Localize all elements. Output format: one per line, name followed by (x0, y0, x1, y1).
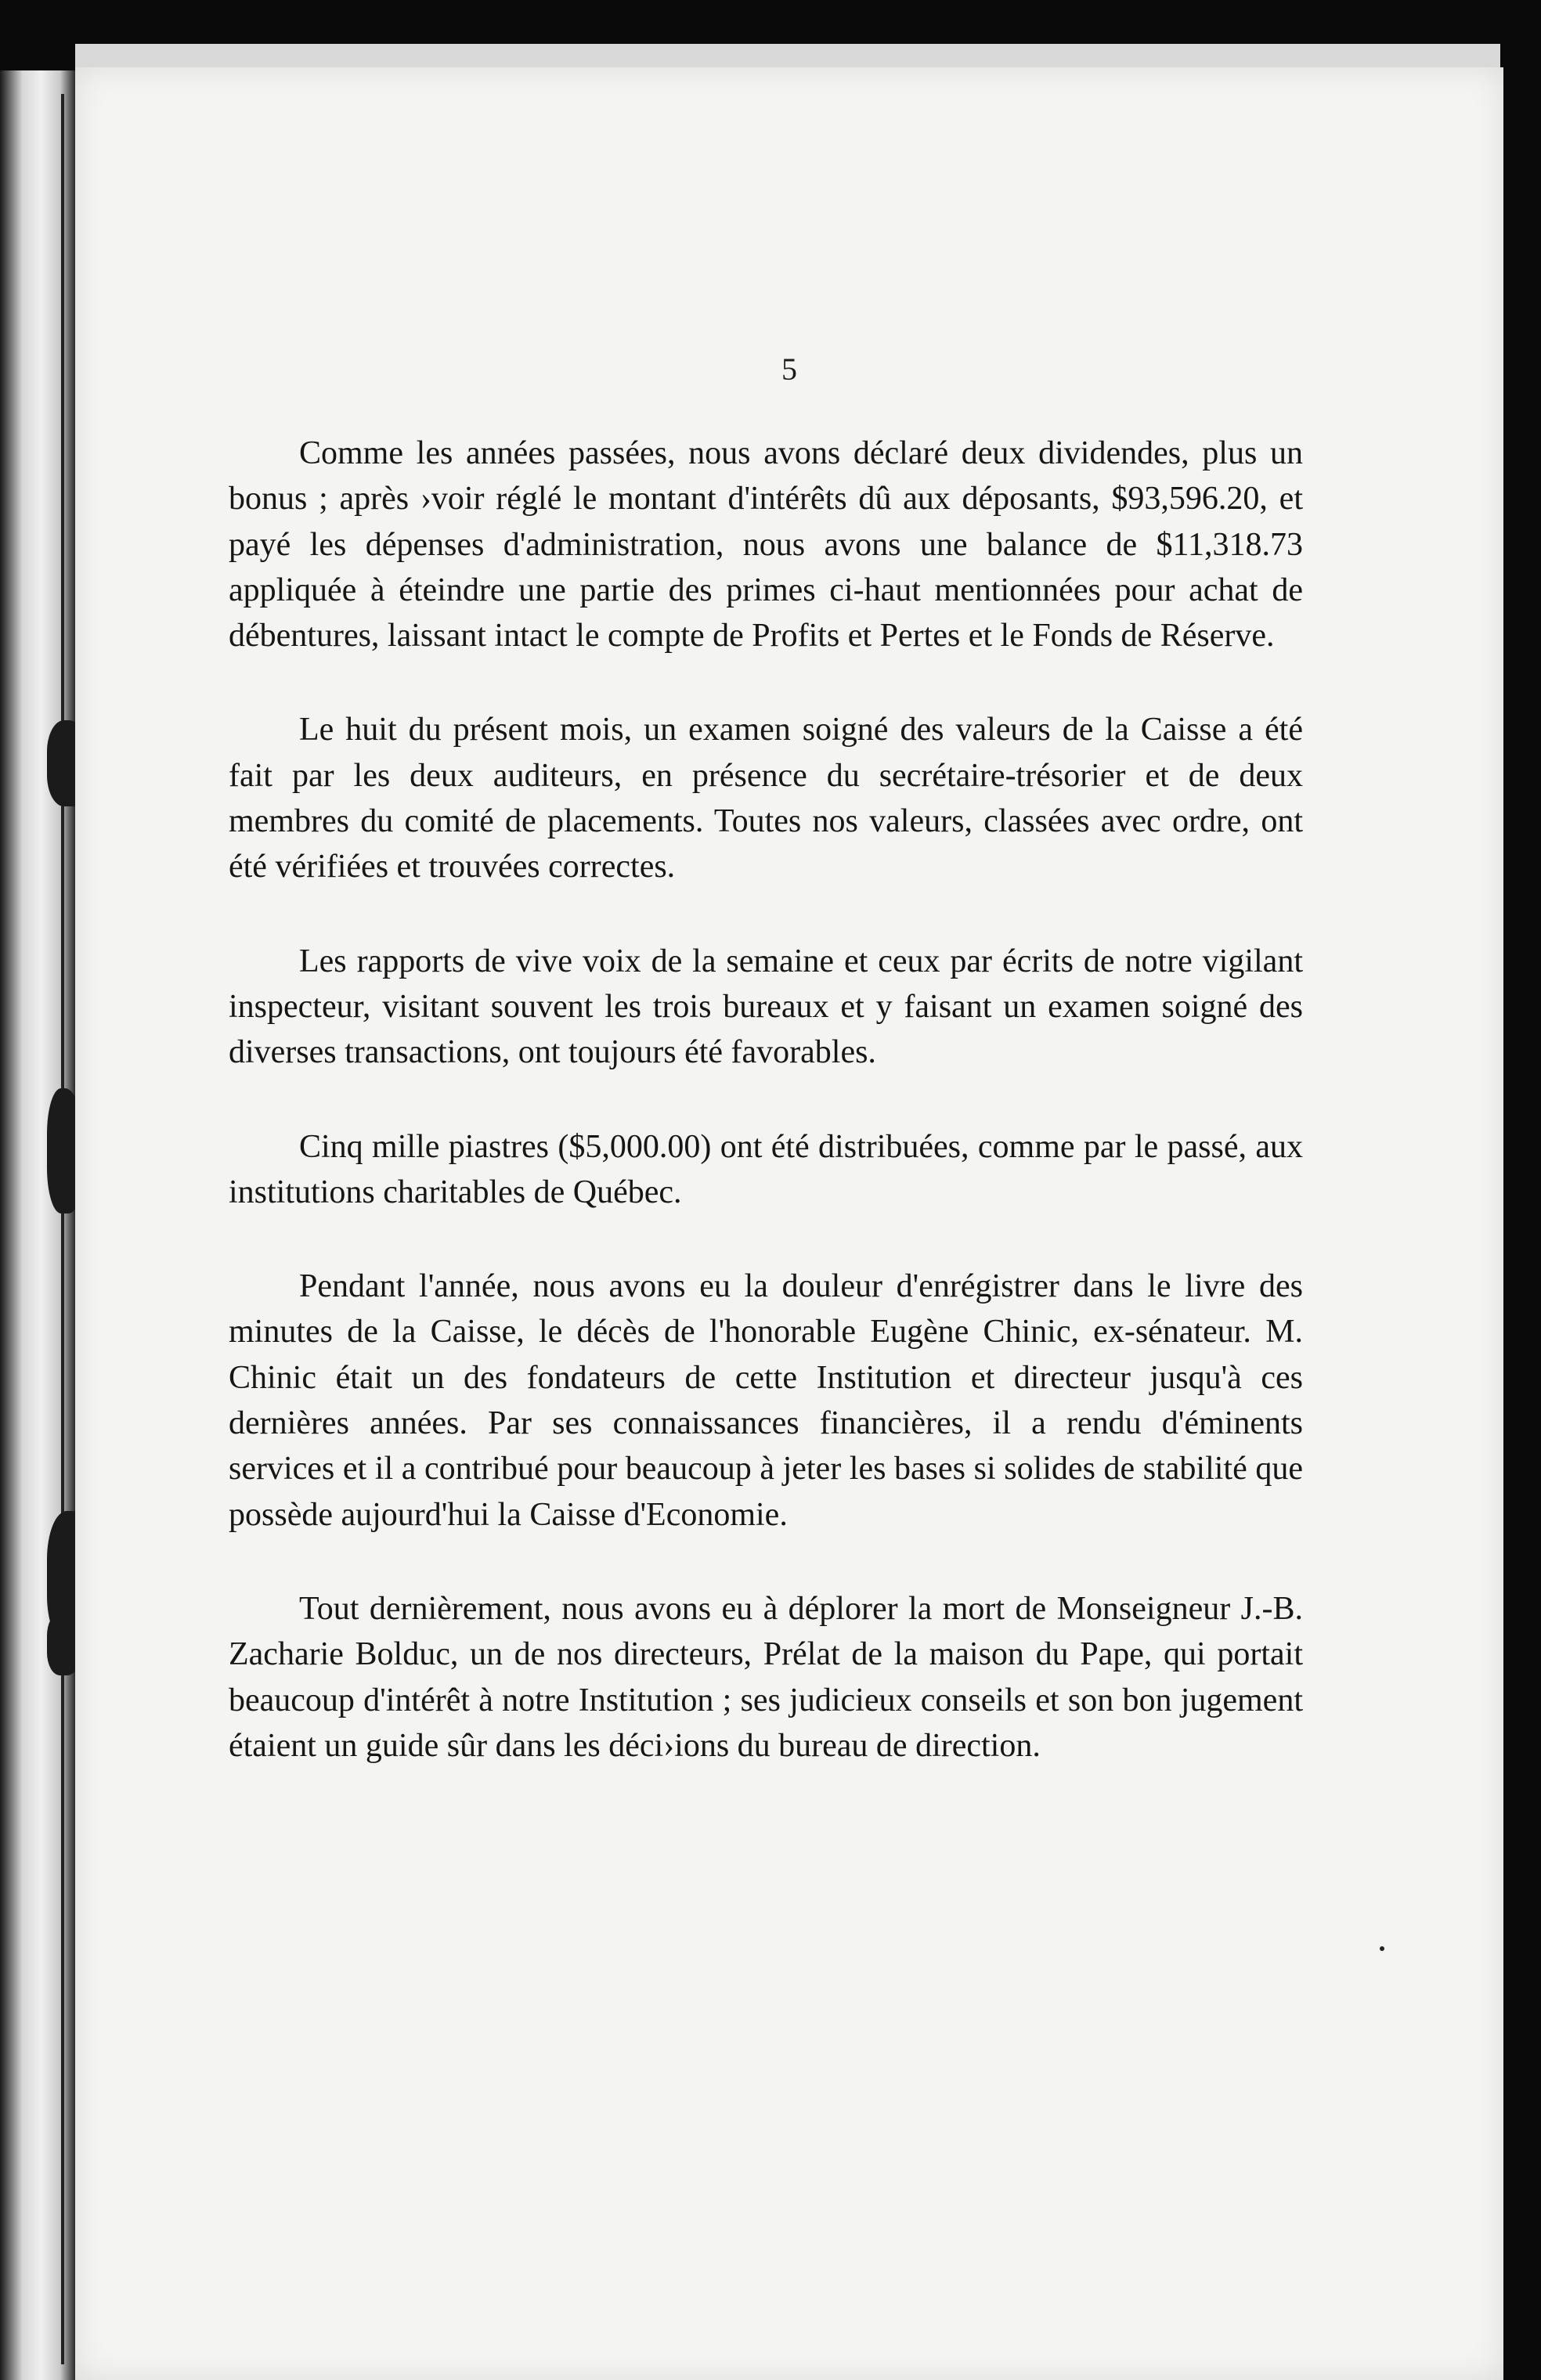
paragraph: Cinq mille piastres ($5,000.00) ont été distribuées, comme par le passé, aux institutions charitables de Québec. (229, 1128, 1303, 1210)
body-text (229, 431, 1303, 1817)
paragraph: Le huit du présent mois, un examen soigné des valeurs de la Caisse a été fait par les deux auditeurs, en présence du secrétaire-trésorier et de deux membres du comité de placements. Toutes nos valeurs, classées avec ordre, ont été vérifiées et trouvées correctes. (229, 712, 1303, 885)
ink-speck (1380, 1946, 1384, 1951)
binding-crease (61, 94, 64, 2364)
scan-background-edge (1503, 0, 1541, 2380)
page-number: 5 (781, 352, 797, 387)
paper-page (75, 67, 1503, 2380)
paragraph: Les rapports de vive voix de la semaine et ceux par écrits de notre vigilant inspecteur, visitant souvent les trois bureaux et y faisant un examen soigné des diverses transactions, ont toujours été favorables. (229, 943, 1303, 1071)
paragraph: Comme les années passées, nous avons déclaré deux dividendes, plus un bonus ; après ›voir réglé le montant d'intérêts dû aux déposants, $93,596.20, et payé les dépenses d'administration, nous avons une balance de $11,318.73 appliquée à éteindre une partie des primes ci-haut mentionnées pour achat de débentures, laissant intact le compte de Profits et Pertes et le Fonds de Réserve. (229, 435, 1303, 654)
paragraph: Tout dernièrement, nous avons eu à déplorer la mort de Monseigneur J.-B. Zacharie Bolduc, un de nos directeurs, Prélat de la maison du Pape, qui portait beaucoup d'intérêt à notre Institution ; ses judicieux conseils et son bon jugement étaient un guide sûr dans les déci›ions du bureau de direction. (229, 1590, 1303, 1764)
paragraph: Pendant l'année, nous avons eu la douleur d'enrégistrer dans le livre des minutes de la Caisse, le décès de l'honorable Eugène Chinic, ex-sénateur. M. Chinic était un des fondateurs de cette Institution et directeur jusqu'à ces dernières années. Par ses connaissances financières, il a rendu d'éminents services et il a contribué pour beaucoup à jeter les bases si solides de stabilité que possède aujourd'hui la Caisse d'Economie. (229, 1268, 1303, 1533)
